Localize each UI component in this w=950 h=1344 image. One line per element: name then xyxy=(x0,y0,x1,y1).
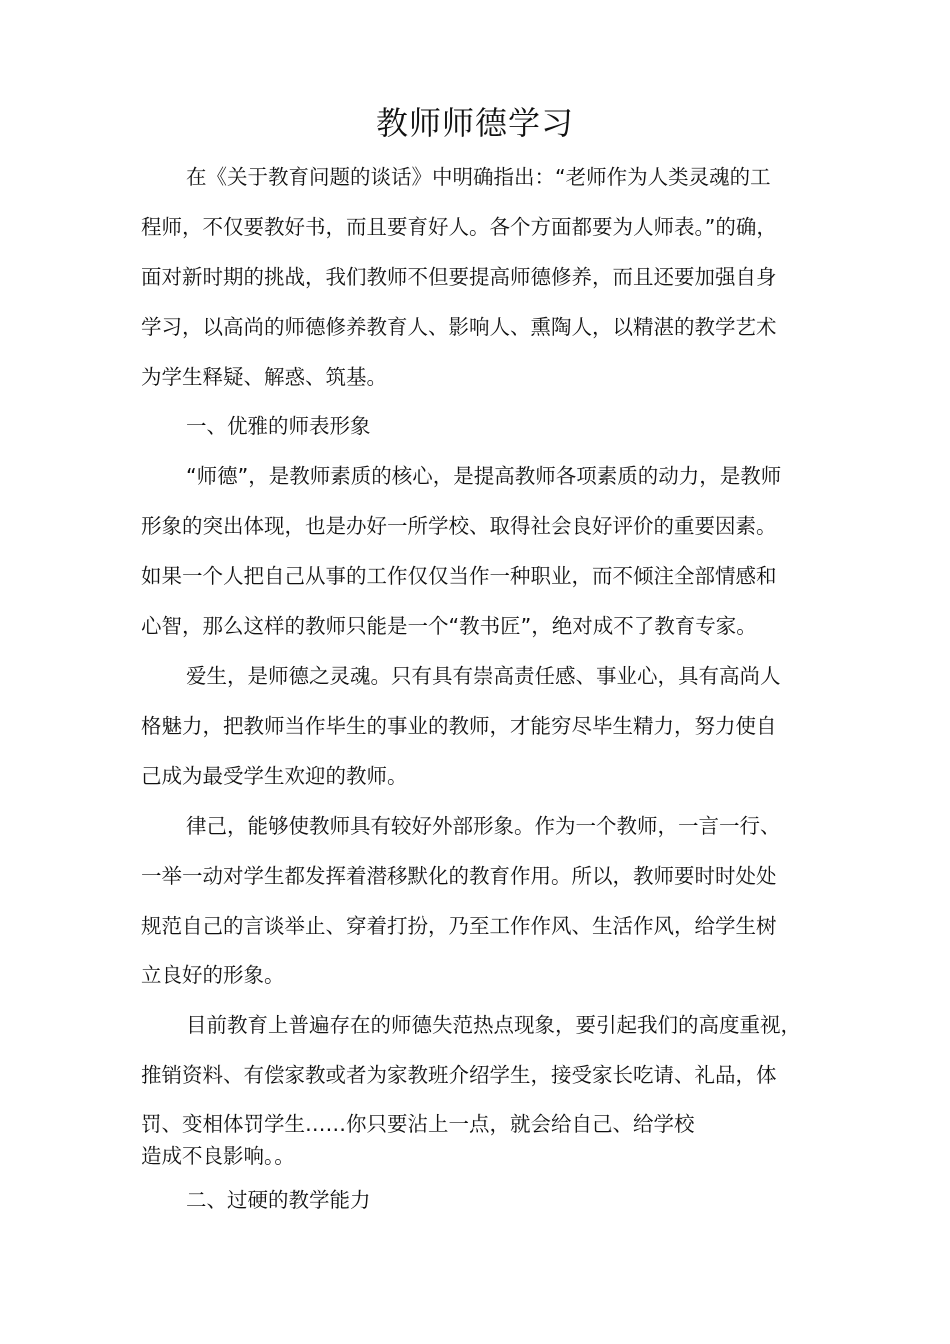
document-title: 教师师德学习 xyxy=(375,104,574,142)
paragraph-line: 推销资料、有偿家教或者为家教班介绍学生，接受家长吃请、礼品，体 xyxy=(141,1063,777,1087)
paragraph-line: 为学生释疑、解惑、筑基。 xyxy=(141,365,387,389)
paragraph-line: 造成不良影响。。 xyxy=(141,1144,295,1168)
paragraph-line: 规范自己的言谈举止、穿着打扮，乃至工作作风、生活作风，给学生树 xyxy=(141,914,777,938)
paragraph-line: 目前教育上普遍存在的师德失范热点现象，要引起我们的高度重视， xyxy=(186,1013,801,1037)
section-heading: 二、过硬的教学能力 xyxy=(186,1188,371,1212)
paragraph-line: 程师，不仅要教好书，而且要育好人。各个方面都要为人师表。”的确， xyxy=(141,215,777,239)
paragraph-line: “师德”，是教师素质的核心，是提高教师各项素质的动力，是教师 xyxy=(186,464,782,488)
paragraph-line: 如果一个人把自己从事的工作仅仅当作一种职业，而不倾注全部情感和 xyxy=(141,564,777,588)
paragraph-line: 心智，那么这样的教师只能是一个“教书匠”，绝对成不了教育专家。 xyxy=(141,614,757,638)
paragraph-line: 格魅力，把教师当作毕生的事业的教师，才能穷尽毕生精力，努力使自 xyxy=(141,714,777,738)
paragraph-line: 学习，以高尚的师德修养教育人、影响人、熏陶人，以精湛的教学艺术 xyxy=(141,315,777,339)
paragraph-line: 在《关于教育问题的谈话》中明确指出：“老师作为人类灵魂的工 xyxy=(186,165,771,189)
paragraph-line: 罚、变相体罚学生……你只要沾上一点，就会给自己、给学校 xyxy=(141,1112,695,1136)
paragraph-line: 形象的突出体现，也是办好一所学校、取得社会良好评价的重要因素。 xyxy=(141,514,777,538)
paragraph-line: 律己，能够使教师具有较好外部形象。作为一个教师，一言一行、 xyxy=(186,814,781,838)
paragraph-line: 己成为最受学生欢迎的教师。 xyxy=(141,764,408,788)
section-heading: 一、优雅的师表形象 xyxy=(186,414,371,438)
paragraph-line: 立良好的形象。 xyxy=(141,963,285,987)
paragraph-line: 一举一动对学生都发挥着潜移默化的教育作用。所以，教师要时时处处 xyxy=(141,864,777,888)
paragraph-line: 爱生，是师德之灵魂。只有具有崇高责任感、事业心，具有高尚人 xyxy=(186,664,781,688)
paragraph-line: 面对新时期的挑战，我们教师不但要提高师德修养，而且还要加强自身 xyxy=(141,265,777,289)
